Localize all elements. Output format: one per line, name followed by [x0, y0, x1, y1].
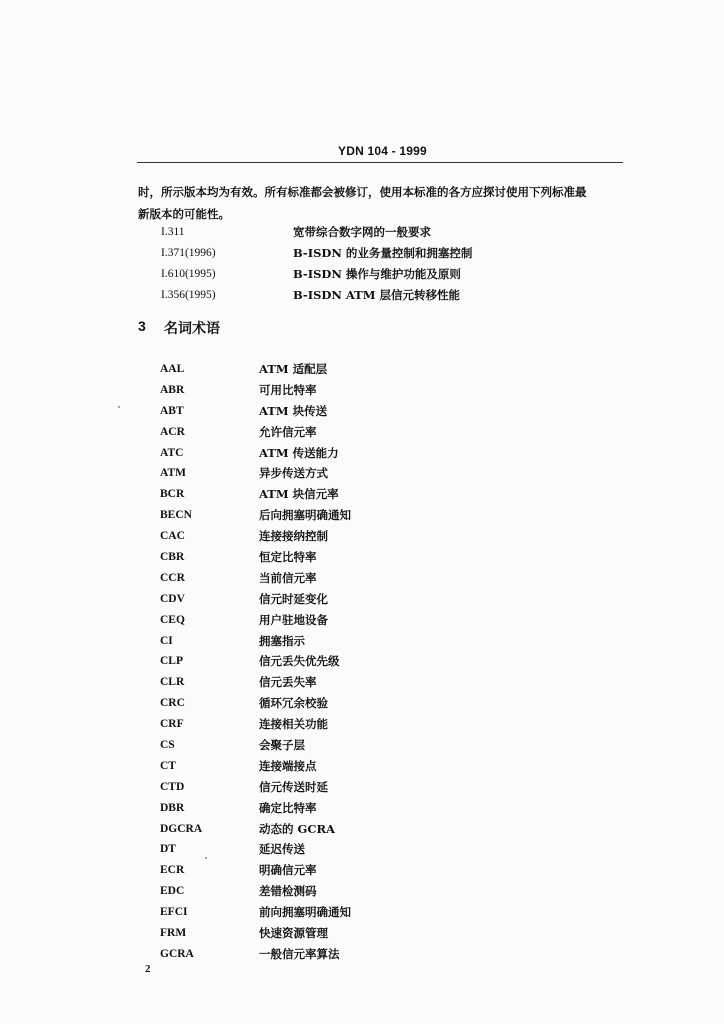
term-abbreviation: DT: [160, 843, 176, 856]
term-row: [160, 693, 351, 714]
reference-code: I.371(1996): [161, 247, 216, 259]
section-heading: [138, 318, 220, 338]
term-abbreviation: CBR: [160, 551, 185, 564]
reference-row: [161, 285, 472, 306]
term-abbreviation: CAC: [160, 530, 185, 543]
term-abbreviation: ACR: [160, 425, 185, 438]
term-row: [160, 359, 351, 380]
term-abbreviation: ABT: [160, 404, 184, 417]
term-abbreviation: CRC: [160, 697, 185, 710]
reference-title: 宽带综合数字网的一般要求: [293, 225, 431, 239]
reference-row: [161, 222, 472, 243]
term-definition: 循环冗余校验: [259, 696, 328, 711]
header-rule: [137, 162, 623, 163]
term-definition: 会聚子层: [259, 738, 305, 753]
term-row: [160, 756, 351, 777]
term-definition: ATM 传送能力: [259, 445, 339, 460]
intro-paragraph: [138, 181, 628, 225]
term-definition: 连接相关功能: [259, 717, 328, 732]
term-definition: 信元时延变化: [259, 591, 328, 606]
term-row: [160, 923, 351, 944]
term-row: [160, 777, 351, 798]
terms-list: [160, 359, 351, 965]
term-definition: 可用比特率: [259, 382, 317, 397]
term-definition: ATM 块传送: [259, 403, 328, 418]
term-abbreviation: ECR: [160, 864, 185, 877]
term-definition: 恒定比特率: [259, 550, 317, 565]
reference-code: I.311: [161, 226, 185, 238]
term-row: [160, 547, 351, 568]
term-row: [160, 443, 351, 464]
reference-code: I.356(1995): [161, 289, 216, 301]
term-abbreviation: EDC: [160, 885, 185, 898]
term-row: [160, 860, 351, 881]
term-definition: 后向拥塞明确通知: [259, 508, 351, 523]
term-definition: 允许信元率: [259, 424, 317, 439]
reference-row: [161, 264, 472, 285]
term-definition: 确定比特率: [259, 800, 317, 815]
page-header: YDN 104 - 1999: [338, 144, 427, 158]
reference-title: B-ISDN 操作与维护功能及原则: [293, 267, 461, 281]
term-definition: 延迟传送: [259, 842, 305, 857]
term-row: [160, 568, 351, 589]
page-number: 2: [145, 963, 151, 975]
term-row: [160, 944, 351, 965]
term-definition: 异步传送方式: [259, 466, 328, 481]
term-row: [160, 714, 351, 735]
term-row: [160, 631, 351, 652]
section-title: 名词术语: [164, 321, 220, 337]
scan-speck: [205, 857, 207, 859]
term-abbreviation: CLP: [160, 655, 183, 668]
term-row: [160, 902, 351, 923]
term-row: [160, 881, 351, 902]
term-definition: ATM 块信元率: [259, 487, 339, 502]
reference-title: B-ISDN 的业务量控制和拥塞控制: [293, 246, 473, 260]
term-abbreviation: ABR: [160, 383, 185, 396]
term-row: [160, 589, 351, 610]
term-abbreviation: CLR: [160, 676, 185, 689]
term-abbreviation: CS: [160, 739, 175, 752]
term-abbreviation: CT: [160, 759, 176, 772]
term-definition: 动态的 GCRA: [259, 821, 335, 836]
term-definition: 连接接纳控制: [259, 529, 328, 544]
term-row: [160, 651, 351, 672]
reference-list: [161, 222, 472, 306]
term-row: [160, 798, 351, 819]
term-definition: 信元丢失优先级: [259, 654, 340, 669]
term-abbreviation: DGCRA: [160, 822, 203, 835]
term-abbreviation: CI: [160, 634, 173, 647]
term-abbreviation: EFCI: [160, 906, 188, 919]
term-row: [160, 401, 351, 422]
term-definition: 快速资源管理: [259, 926, 328, 941]
term-abbreviation: BCR: [160, 488, 185, 501]
term-row: [160, 610, 351, 631]
term-row: [160, 819, 351, 840]
term-definition: 一般信元率算法: [259, 946, 340, 961]
term-abbreviation: CTD: [160, 780, 185, 793]
term-abbreviation: AAL: [160, 363, 185, 375]
term-abbreviation: CRF: [160, 718, 184, 731]
term-definition: ATM 适配层: [259, 362, 328, 376]
term-row: [160, 380, 351, 401]
term-abbreviation: ATC: [160, 446, 184, 459]
section-number: 3: [138, 318, 146, 334]
term-abbreviation: ATM: [160, 467, 186, 480]
term-definition: 拥塞指示: [259, 633, 305, 648]
term-row: [160, 839, 351, 860]
reference-title: B-ISDN ATM 层信元转移性能: [293, 288, 460, 302]
term-abbreviation: DBR: [160, 801, 185, 814]
term-abbreviation: BECN: [160, 509, 192, 522]
term-row: [160, 526, 351, 547]
term-abbreviation: FRM: [160, 927, 187, 940]
term-abbreviation: CDV: [160, 592, 185, 605]
intro-line: 新版本的可能性。: [138, 207, 230, 221]
scan-speck: [118, 406, 120, 408]
term-definition: 差错检测码: [259, 884, 317, 899]
term-definition: 用户驻地设备: [259, 612, 328, 627]
term-definition: 连接端接点: [259, 758, 317, 773]
term-row: [160, 735, 351, 756]
term-definition: 信元丢失率: [259, 675, 317, 690]
term-definition: 当前信元率: [259, 570, 317, 585]
reference-code: I.610(1995): [161, 268, 216, 280]
term-row: [160, 672, 351, 693]
intro-line: 时，所示版本均为有效。所有标准都会被修订，使用本标准的各方应探讨使用下列标准最: [138, 185, 587, 199]
term-abbreviation: CEQ: [160, 613, 185, 626]
term-definition: 信元传送时延: [259, 779, 328, 794]
term-row: [160, 463, 351, 484]
term-row: [160, 484, 351, 505]
term-row: [160, 422, 351, 443]
term-abbreviation: GCRA: [160, 947, 194, 960]
term-row: [160, 505, 351, 526]
reference-row: [161, 243, 472, 264]
term-abbreviation: CCR: [160, 571, 185, 584]
term-definition: 明确信元率: [259, 863, 317, 878]
term-definition: 前向拥塞明确通知: [259, 905, 351, 920]
